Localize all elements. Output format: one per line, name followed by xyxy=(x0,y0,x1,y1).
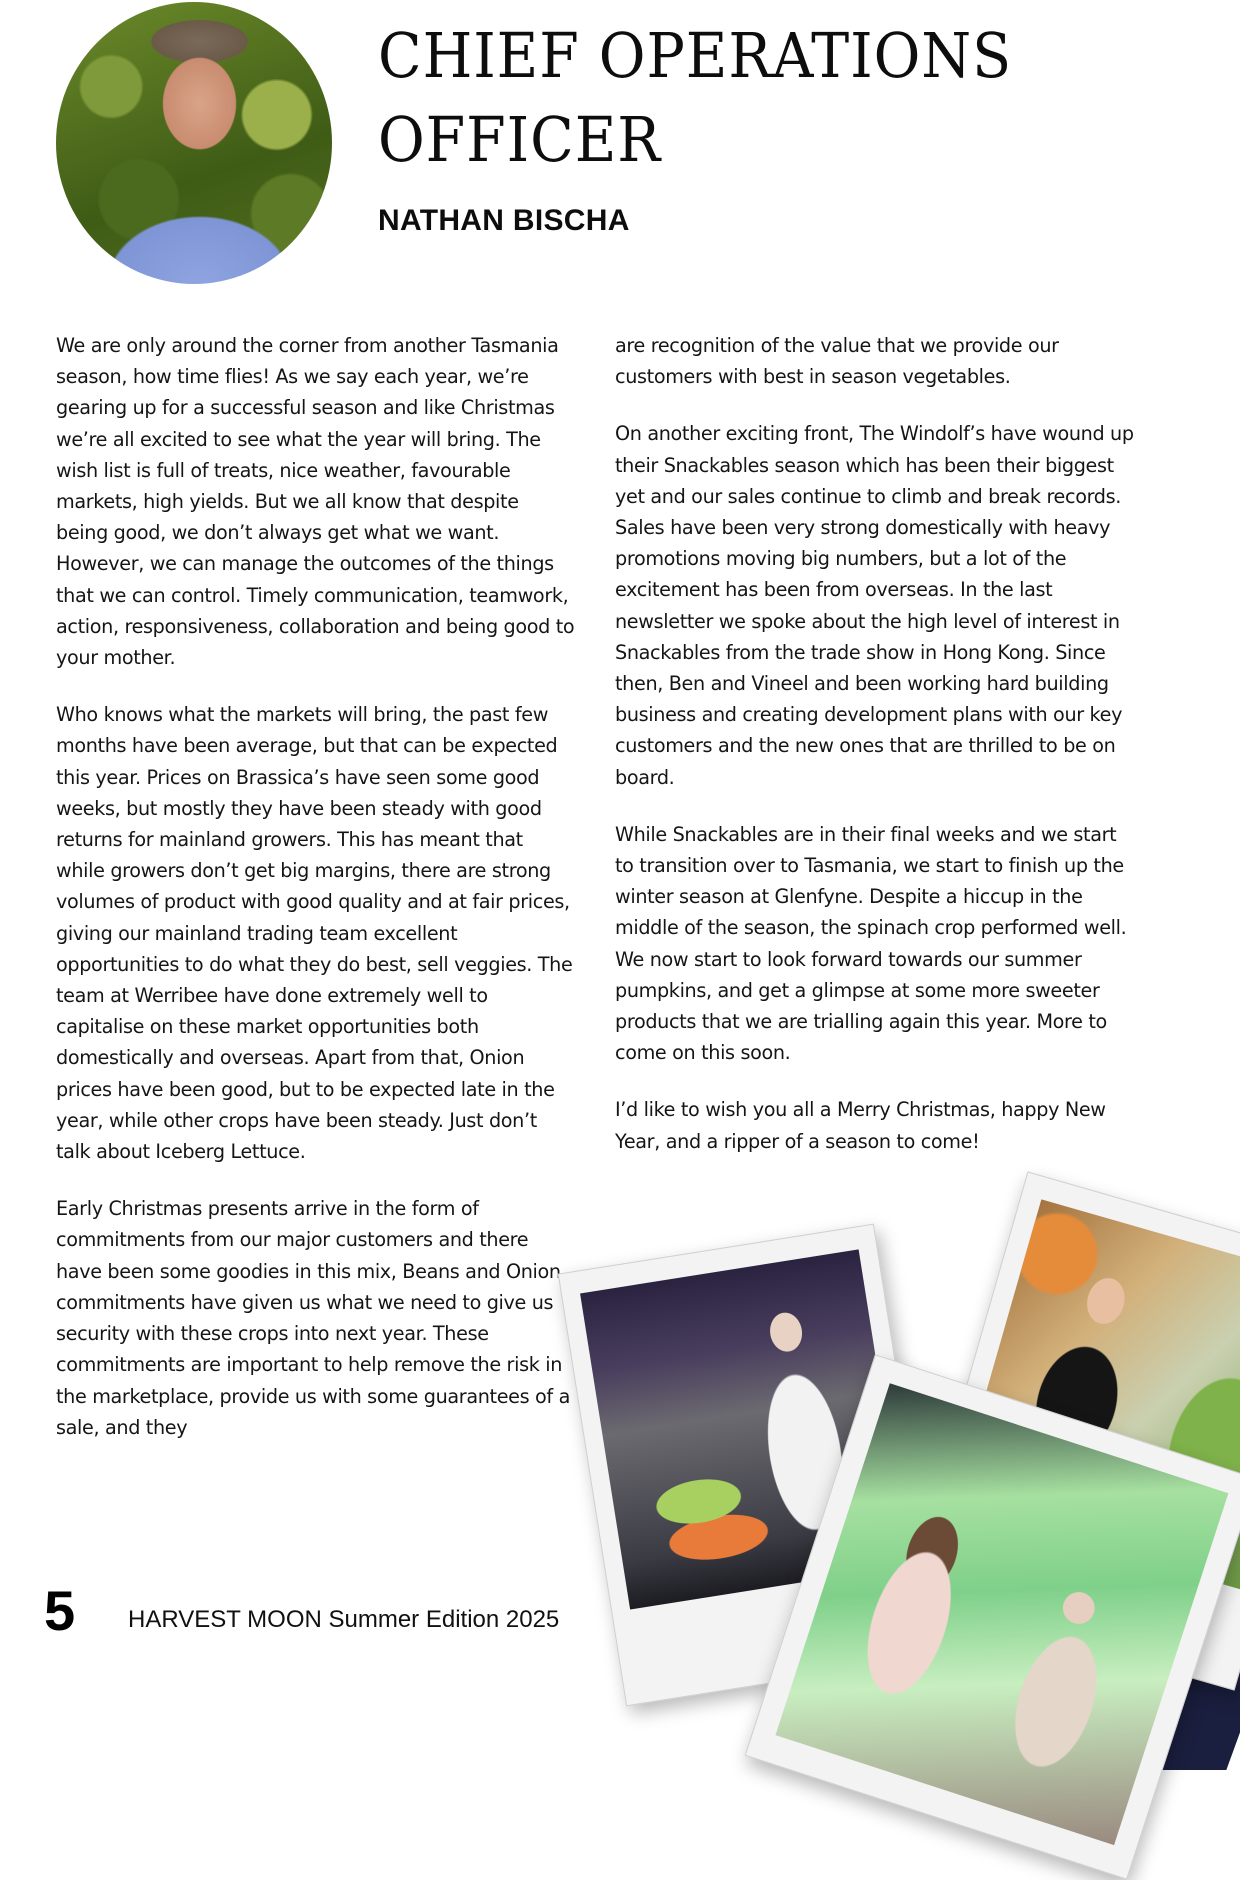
author-name: NATHAN BISCHA xyxy=(378,204,630,237)
publication-name: HARVEST MOON Summer Edition 2025 xyxy=(128,1606,560,1633)
page-number: 5 xyxy=(44,1579,76,1642)
photo-image xyxy=(775,1383,1228,1845)
paragraph: On another exciting front, The Windolf’s have wound up their Snackables season which has been their biggest yet and our sales continue to climb and break records. Sales have been very strong domestically with heavy promotions moving big numbers, but a lot of the excitement has been from overseas. In the last newsletter we spoke about the high level of interest in Snackables from the trade show in Hong Kong. Since then, Ben and Vineel and been working hard building business and creating development plans with our key customers and the new ones that are thrilled to be on board. xyxy=(615,422,1134,789)
title-line-2: OFFICER xyxy=(378,103,662,176)
paragraph: Early Christmas presents arrive in the form of commitments from our major customers and there have been some goodies in this mix, Beans and Onion commitments have given us what we need to give us security with these crops into next year. These commitments are important to help remove the risk in the marketplace, provide us with some guarantees of a sale, and they xyxy=(56,1197,570,1439)
article-column-right xyxy=(615,330,1135,1183)
portrait-photo xyxy=(56,2,332,284)
paragraph: are recognition of the value that we provide our customers with best in season vegetables. xyxy=(615,334,1059,389)
page-title xyxy=(378,14,1012,182)
paragraph: While Snackables are in their final weeks and we start to transition over to Tasmania, we start to finish up the winter season at Glenfyne. Despite a hiccup in the middle of the season, the spinach crop performed well. We now start to look forward towards our summer pumpkins, and get a glimpse at some more sweeter products that we are trialling again this year. More to come on this soon. xyxy=(615,822,1127,1065)
title-line-1: CHIEF OPERATIONS xyxy=(378,19,1013,92)
paragraph: Who knows what the markets will bring, the past few months have been average, but that can be expected this year. Prices on Brassica’s have seen some good weeks, but mostly they have been steady with good returns for mainland growers. This has meant that while growers don’t get big margins, there are strong volumes of product with good quality and at fair prices, giving our mainland trading team excellent opportunities to do what they do best, sell veggies. The team at Werribee have done extremely well to capitalise on these market opportunities both domestically and overseas. Apart from that, Onion prices have been good, but to be expected late in the year, while other crops have been steady. Just don’t talk about Iceberg Lettuce. xyxy=(56,703,573,1164)
paragraph: I’d like to wish you all a Merry Christmas, happy New Year, and a ripper of a season to come! xyxy=(615,1098,1106,1153)
paragraph: We are only around the corner from another Tasmania season, how time flies! As we say each year, we’re gearing up for a successful season and like Christmas we’re all excited to see what the year will bring. The wish list is full of treats, nice weather, favourable markets, high yields. But we all know that despite being good, we don’t always get what we want. However, we can manage the outcomes of the things that we can control. Timely communication, teamwork, action, responsiveness, collaboration and being good to your mother. xyxy=(56,334,575,670)
article-column-left xyxy=(56,330,576,1469)
